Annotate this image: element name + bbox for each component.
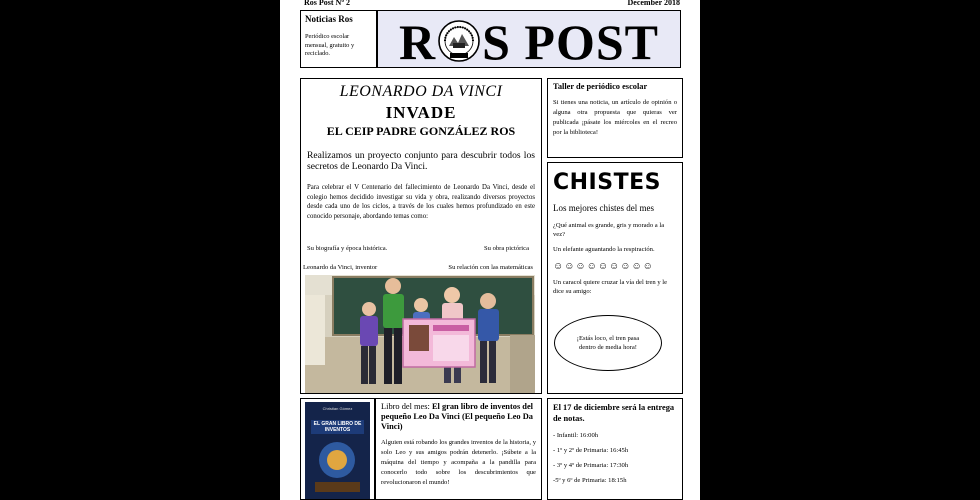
students-photo [305,275,535,393]
book-heading [381,402,536,432]
masthead-info-title: Noticias Ros [305,14,353,24]
article-topic: Su relación con las matemáticas [448,264,533,271]
workshop-text: Si tienes una noticia, un artículo de opinión o alguna otra propuesta que quieras ver publicada ¡pásate los miércoles en el recreo por la biblioteca! [553,99,677,136]
workshop-box [547,78,683,158]
book-title: El gran libro de inventos del pequeño Leo Da Vinci (El pequeño Leo Da Vinci) [381,402,533,431]
title-letter-r: R [398,14,437,70]
grades-row: - Infantil: 16:00h [553,432,599,439]
article-lead: Realizamos un proyecto conjunto para descubrir todos los secretos de Leonardo Da Vinci. [307,150,535,172]
title-rest: S POST [482,14,659,70]
masthead-info-text: Periódico escolar mensual, gratuito y reciclado. [305,33,355,57]
grades-row: - 3º y 4º de Primaria: 17:30h [553,462,629,469]
article-topic: Su obra pictórica [483,245,529,252]
joke-question: ¿Qué animal es grande, gris y morado a la vez? [553,222,665,238]
article-topic: Leonardo da Vinci, inventor [303,264,378,271]
book-of-month [375,398,542,500]
issue-date: December 2018 [627,0,680,7]
cover-author: Christian Gómez [322,406,353,411]
book-description: Alguien está robando los grandes inventos de la historia, y solo Leo y sus amigos podrán detenerlo. ¡Súbete a la máquina del tiempo y acompaña a la pandilla para conocerlo todo sobre los descubrimientos que revolucionaron el mundo! [381,439,536,486]
newspaper-title [378,14,680,70]
smiley-row: ☺☺☺☺☺☺☺☺☺ [553,261,654,272]
jokes-title: CHISTES [553,170,661,195]
jokes-subtitle: Los mejores chistes del mes [553,203,654,213]
speech-bubble: ¡Estás loco, el tren pasa dentro de media hora! [554,315,662,371]
article-body: Para celebrar el V Centenario del fallecimiento de Leonardo Da Vinci, desde el colegio hemos decidido investigar su vida y obra, realizando diversos proyectos desde cada uno de los ciclos, a través de los cuales hemos profundizado en este conocido personaje, abordando temas como: [307,184,535,220]
jokes-box [547,162,683,394]
article-title-line3: EL CEIP PADRE GONZÁLEZ ROS [326,124,516,138]
book-cover-image [305,402,370,499]
book-label: Libro del mes: [381,402,432,411]
grades-title: El 17 de diciembre será la entrega de notas. [553,403,675,423]
joke-setup: Un caracol quiere cruzar la vía del tren y le dice su amigo: [553,279,668,295]
header-line [304,0,680,8]
masthead-info-box [300,10,377,68]
grades-box [547,398,683,500]
issue-number: Ros Post Nº 2 [304,0,350,7]
grades-row: -5º y 6º de Primaria: 18:15h [553,477,627,484]
workshop-title: Taller de periódico escolar [553,82,648,91]
masthead [377,10,681,68]
cover-title: EL GRAN LIBRO DE INVENTOS [313,421,362,433]
article-title-line2: INVADE [385,103,457,122]
school-seal-logo [437,19,481,63]
grades-row: - 1º y 2º de Primaria: 16:45h [553,447,629,454]
article-topic: Su biografía y época histórica. [307,245,388,252]
book-cover-box [300,398,375,500]
joke-answer: Un elefante aguantando la respiración. [553,246,655,253]
newspaper-page [280,0,700,500]
main-article [300,78,542,394]
article-title-line1: LEONARDO DA VINCI [339,83,503,100]
